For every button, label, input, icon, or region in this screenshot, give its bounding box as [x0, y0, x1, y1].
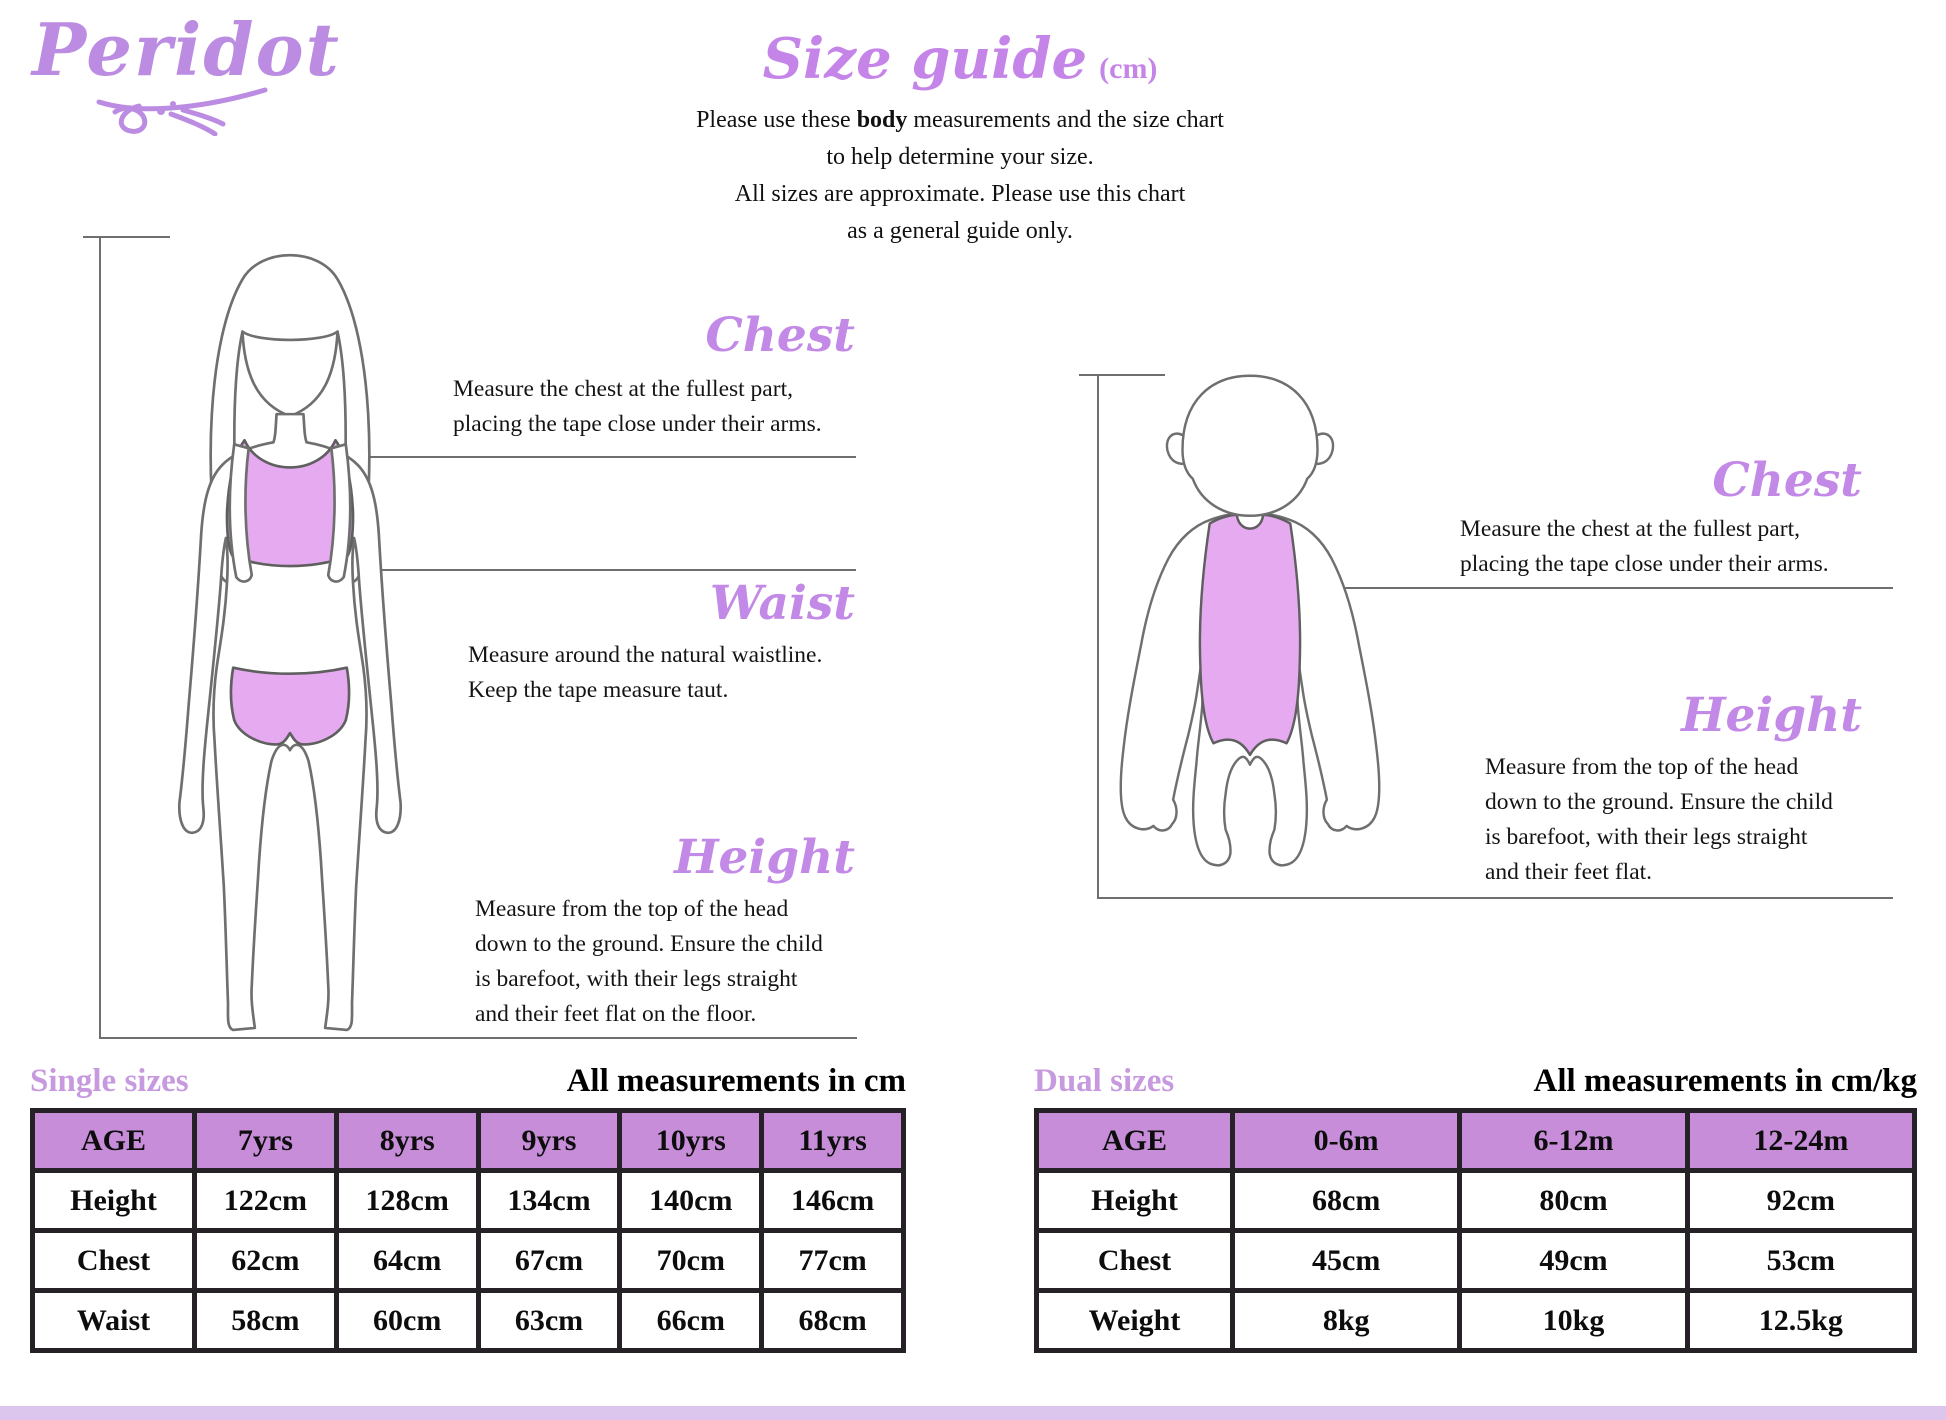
table-cell: 140cm	[620, 1171, 762, 1231]
table-header-cell: AGE	[1037, 1111, 1233, 1171]
table-header-cell: AGE	[33, 1111, 195, 1171]
table-cell: 68cm	[762, 1291, 904, 1351]
intro-line-2: to help determine your size.	[826, 144, 1094, 170]
table-row	[1037, 1291, 1915, 1351]
table-header-cell: 0-6m	[1233, 1111, 1460, 1171]
single-sizes-caption-row	[30, 1058, 906, 1100]
child-height-description: Measure from the top of the head down to the ground. Ensure the child is barefoot, with their legs straight and their feet flat on the floor.	[475, 896, 823, 1027]
child-chest-description: Measure the chest at the fullest part, placing the tape close under their arms.	[453, 376, 822, 437]
intro-line-3: All sizes are approximate. Please use this chart	[734, 181, 1186, 207]
baby-chest-description: Measure the chest at the fullest part, placing the tape close under their arms.	[1460, 516, 1829, 577]
table-header-cell: 8yrs	[336, 1111, 478, 1171]
brand-logo	[32, 7, 341, 141]
table-row	[1037, 1171, 1915, 1231]
baby-height-label: Height	[1681, 688, 1862, 743]
table-cell: 12.5kg	[1687, 1291, 1914, 1351]
child-chest-label: Chest	[705, 308, 855, 363]
baby-chest-label: Chest	[1712, 453, 1862, 508]
table-row-label: Weight	[1037, 1291, 1233, 1351]
table-cell: 77cm	[762, 1231, 904, 1291]
table-cell: 58cm	[195, 1291, 337, 1351]
single-sizes-unit-note: All measurements in cm	[566, 1063, 906, 1099]
table-row-label: Height	[33, 1171, 195, 1231]
footer-accent-bar	[0, 1406, 1946, 1420]
dual-sizes-unit-note: All measurements in cm/kg	[1533, 1063, 1917, 1099]
girl-face	[242, 332, 337, 417]
single-sizes-table	[30, 1108, 906, 1353]
baby-head	[1183, 376, 1318, 516]
page-title-unit: (cm)	[1099, 52, 1158, 85]
table-cell: 10kg	[1460, 1291, 1687, 1351]
table-cell: 134cm	[478, 1171, 620, 1231]
table-row-label: Waist	[33, 1291, 195, 1351]
page-title	[560, 26, 1360, 92]
baby-onesie-garment	[1200, 515, 1300, 755]
girl-figure-illustration	[135, 233, 445, 1038]
table-row	[33, 1231, 904, 1291]
table-cell: 128cm	[336, 1171, 478, 1231]
baby-figure-illustration	[1100, 368, 1400, 893]
table-header-cell: 10yrs	[620, 1111, 762, 1171]
table-cell: 146cm	[762, 1171, 904, 1231]
table-cell: 122cm	[195, 1171, 337, 1231]
table-header-cell: 9yrs	[478, 1111, 620, 1171]
girl-bottom-garment	[231, 668, 349, 745]
table-cell: 92cm	[1687, 1171, 1914, 1231]
table-cell: 49cm	[1460, 1231, 1687, 1291]
table-row-label: Height	[1037, 1171, 1233, 1231]
table-cell: 68cm	[1233, 1171, 1460, 1231]
page-title-text: Size guide	[762, 26, 1088, 92]
table-cell: 70cm	[620, 1231, 762, 1291]
table-row-label: Chest	[1037, 1231, 1233, 1291]
table-row-label: Chest	[33, 1231, 195, 1291]
intro-line-1: Please use these body measurements and the size chart	[696, 107, 1224, 133]
table-cell: 80cm	[1460, 1171, 1687, 1231]
table-cell: 60cm	[336, 1291, 478, 1351]
table-cell: 64cm	[336, 1231, 478, 1291]
table-row	[1037, 1231, 1915, 1291]
table-header-cell: 7yrs	[195, 1111, 337, 1171]
table-cell: 62cm	[195, 1231, 337, 1291]
table-cell: 8kg	[1233, 1291, 1460, 1351]
dual-sizes-title: Dual sizes	[1034, 1063, 1175, 1099]
table-cell: 63cm	[478, 1291, 620, 1351]
child-height-ruler-line	[99, 236, 101, 1039]
brand-logo-text: Peridot	[32, 7, 341, 92]
intro-text	[520, 102, 1400, 250]
table-header-cell: 12-24m	[1687, 1111, 1914, 1171]
intro-line-4: as a general guide only.	[847, 218, 1073, 244]
baby-height-description: Measure from the top of the head down to the ground. Ensure the child is barefoot, with their legs straight and their feet flat.	[1485, 754, 1833, 885]
table-header-cell: 11yrs	[762, 1111, 904, 1171]
baby-ground-line	[1097, 897, 1893, 899]
table-cell: 45cm	[1233, 1231, 1460, 1291]
table-header-cell: 6-12m	[1460, 1111, 1687, 1171]
child-waist-description: Measure around the natural waistline. Keep the tape measure taut.	[468, 642, 823, 703]
table-cell: 66cm	[620, 1291, 762, 1351]
table-header-row	[33, 1111, 904, 1171]
table-header-row	[1037, 1111, 1915, 1171]
child-waist-label: Waist	[709, 576, 855, 631]
child-height-label: Height	[674, 830, 855, 885]
dual-sizes-table	[1034, 1108, 1917, 1353]
table-row	[33, 1291, 904, 1351]
table-cell: 53cm	[1687, 1231, 1914, 1291]
single-sizes-title: Single sizes	[30, 1063, 189, 1099]
table-cell: 67cm	[478, 1231, 620, 1291]
logo-flourish-icon	[87, 84, 277, 136]
dual-sizes-caption-row	[1034, 1058, 1917, 1100]
table-row	[33, 1171, 904, 1231]
baby-height-ruler-line	[1097, 374, 1099, 899]
